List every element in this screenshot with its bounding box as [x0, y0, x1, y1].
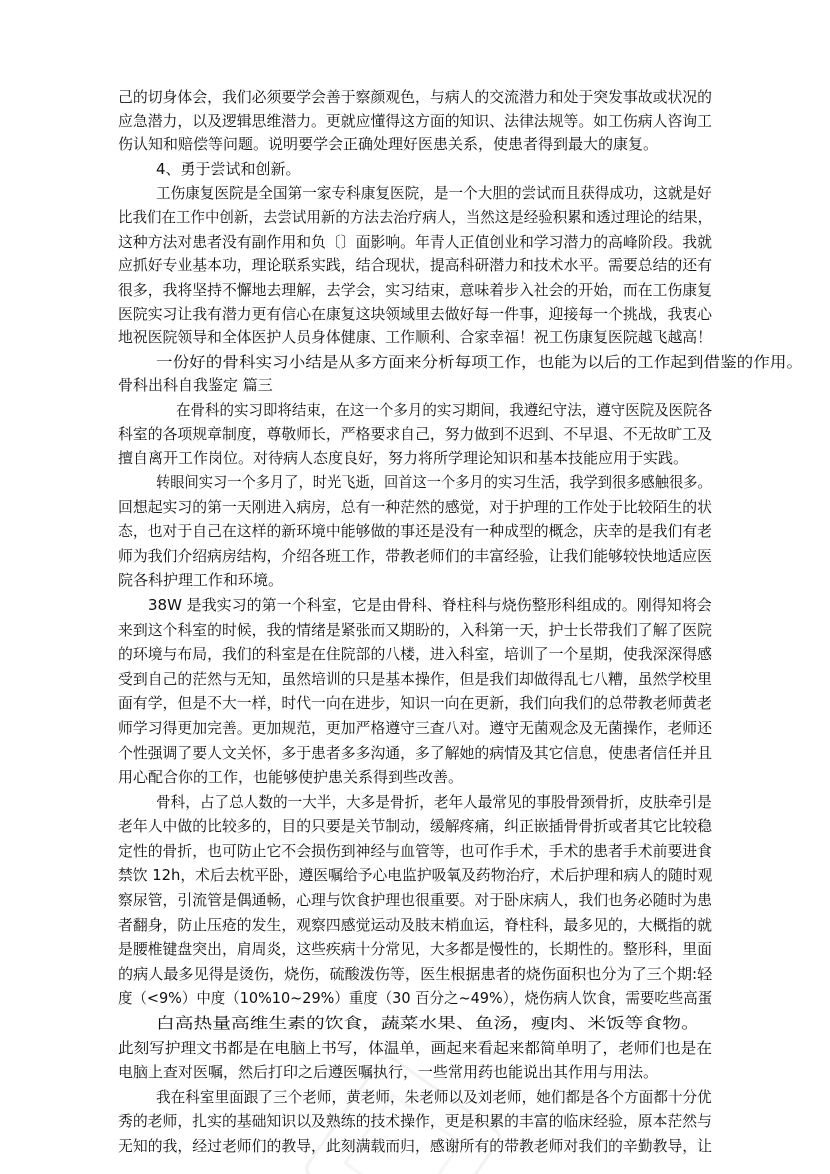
text-line: 科室的各项规章制度，尊敬师长，严格要求自己，努力做到不迟到、不早退、不无故旷工及 — [118, 424, 713, 443]
text-line: 回想起实习的第一天刚进入病房，总有一种茫然的感觉，对于护理的工作处于比较陌生的状 — [118, 497, 713, 516]
text-line: 比我们在工作中创新，去尝试用新的方法去治疗病人，当然这是经验积累和透过理论的结果， — [118, 208, 713, 227]
section-heading: 4、勇于尝试和创新。 — [156, 159, 301, 178]
text-line: 擅自离开工作岗位。对待病人态度良好，努力将所学理论知识和基本技能应用于实践。 — [118, 449, 689, 468]
text-line: 面有学，但是不大一样，时代一向在进步，知识一向在更新，我们向我们的总带教老师黄老 — [118, 694, 713, 713]
text-line: 秀的老师，扎实的基础知识以及熟练的技术操作，更是积累的丰富的临床经验，原本茫然与 — [118, 1112, 713, 1131]
text-line: 定性的骨折，也可防止它不会损伤到神经与血管等，也可作手术，手术的患者手术前要进食 — [118, 841, 713, 860]
text-line: 这种方法对患者没有副作用和负〔〕面影响。年青人正值创业和学习潜力的高峰阶段。我就 — [118, 232, 713, 251]
text-line: 院各科护理工作和环境。 — [118, 571, 284, 590]
text-line: 师学习得更加完善。更加规范，更加严格遵守三查八对。遵守无菌观念及无菌操作，老师还 — [118, 718, 713, 737]
text-line: 在骨科的实习即将结束，在这一个多月的实习期间，我遵纪守法，遵守医院及医院各 — [176, 401, 713, 420]
text-line: 应急潜力，以及逻辑思维潜力。更就应懂得这方面的知识、法律法规等。如工伤病人咨询工 — [118, 111, 713, 130]
text-line: 者翻身，防止压疮的发生，观察四感觉运动及肢末梢血运，脊柱科，最多见的，大概指的就 — [118, 915, 713, 934]
text-line: 度（<9%）中度（10%10~29%）重度（30 百分之~49%），烧伤病人饮食，需要吃些高蛋 — [118, 989, 713, 1008]
text-line: 地祝医院领导和全体医护人员身体健康、工作顺利、合家幸福！祝工伤康复医院越飞越高！ — [118, 328, 713, 347]
text-line: 是腰椎键盘突出，肩周炎，这些疾病十分常见，大多都是慢性的，长期性的。整形科，里面 — [118, 940, 713, 959]
text-line: 老年人中做的比较多的，目的只要是关节制动，缓解疼痛，纠正嵌插骨骨折或者其它比较稳 — [118, 817, 713, 836]
text-line: 察尿管，引流管是偶通畅，心理与饮食护理也很重要。对于卧床病人，我们也务必随时为患 — [118, 891, 713, 910]
text-line: 的病人最多见得是烫伤，烧伤，硫酸泼伤等，医生根据患者的烧伤面积也分为了三个期:轻 — [118, 964, 713, 983]
text-line: 工伤康复医院是全国第一家专科康复医院，是一个大胆的尝试而且获得成功，这就是好 — [156, 183, 712, 202]
text-line: 伤认知和赔偿等问题。说明要学会正确处理好医患关系，使患者得到最大的康复。 — [118, 135, 659, 154]
text-line: 来到这个科室的时候，我的情绪是紧张而又期盼的，入科第一天，护士长带我们了解了医院 — [118, 620, 713, 639]
text-line: 很多，我将坚持不懈地去理解，去学会，实习结束，意味着步入社会的开始，而在工伤康复 — [118, 280, 713, 299]
text-line: 此刻写护理文书都是在电脑上书写，体温单，画起来看起来都简单明了，老师们也是在 — [118, 1038, 712, 1057]
text-line: 己的切身体会，我们必须要学会善于察颜观色，与病人的交流潜力和处于突发事故或状况的 — [118, 88, 713, 106]
text-line: 受到自己的茫然与无知，虽然培训的只是基本操作，但是我们却做得乱七八糟，虽然学校里 — [118, 669, 713, 688]
text-line: 禁饮 12h，术后去枕平卧，遵医嘱给予心电监护吸氧及药物治疗，术后护理和病人的随时观 — [118, 866, 713, 885]
text-line: 师为我们介绍病房结构，介绍各班工作，带教老师们的丰富经验，让我们能够较快地适应医 — [118, 546, 713, 565]
text-line: 的环境与布局，我们的科室是在住院部的八楼，进入科室，培训了一个星期，使我深深得感 — [118, 645, 713, 664]
text-line: 我在科室里面跟了三个老师，黄老师，朱老师以及刘老师，她们都是各个方面都十分优 — [156, 1087, 712, 1106]
text-line: 无知的我，经过老师们的教导，此刻满载而归，感谢所有的带教老师对我们的辛勤教导，让 — [118, 1137, 713, 1155]
text-line: 38W 是我实习的第一个科室，它是由骨科、脊柱科与烧伤整形科组成的。刚得知将会 — [148, 595, 712, 614]
text-line: 用心配合你的工作，也能够使护患关系得到些改善。 — [118, 768, 464, 787]
text-line: 转眼间实习一个多月了，时光飞逝，回首这一个多月的实习生活，我学到很多感触很多。 — [156, 472, 712, 491]
text-line: 白高热量高维生素的饮食，蔬菜水果、鱼汤，瘦肉、米饭等食物。 — [156, 1014, 700, 1033]
text-line: 个性强调了要人文关怀，多于患者多多沟通，多了解她的病情及其它信息，使患者信任并且 — [118, 743, 713, 762]
text-line: 应抓好专业基本功，理论联系实践，结合现状，提高科研潜力和技术水平。需要总结的还有 — [118, 256, 713, 275]
text-line: 骨科，占了总人数的一大半，大多是骨折，老年人最常见的事股骨颈骨折，皮肤牵引是 — [156, 792, 712, 811]
section-heading: 骨科出科自我鉴定 篇三 — [118, 376, 273, 395]
text-line: 一份好的骨科实习小结是从多方面来分析每项工作，也能为以后的工作起到借鉴的作用。 — [156, 352, 804, 371]
text-line: 医院实习让我有潜力更有信心在康复这块领域里去做好每一件事，迎接每一个挑战，我衷心 — [118, 304, 713, 323]
text-line: 态，也对于自己在这样的新环境中能够做的事还是没有一种成型的概念，庆幸的是我们有老 — [118, 522, 713, 541]
text-line: 电脑上查对医嘱，然后打印之后遵医嘱执行，一些常用药也能说出其作用与用法。 — [118, 1063, 659, 1082]
